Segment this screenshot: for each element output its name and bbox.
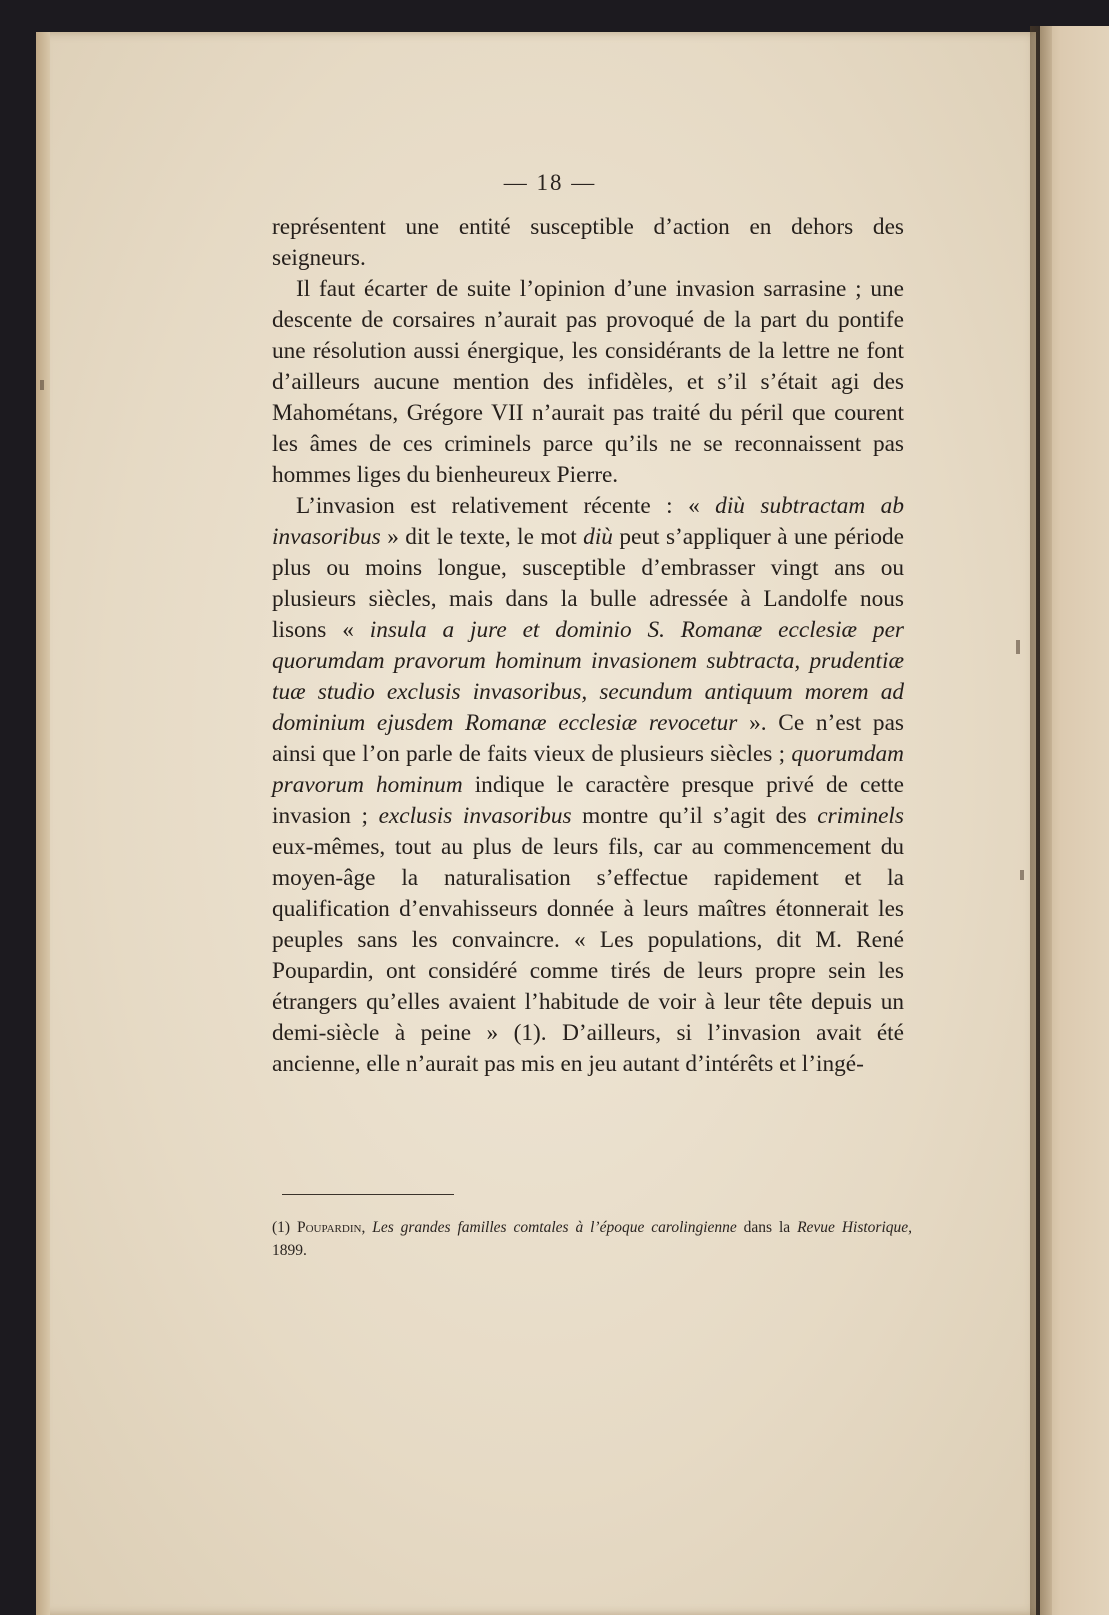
text-run: eux-mêmes, tout au plus de leurs fils, car au commencement du moyen-âge la naturalisation s’effectue rapidement et la qualification d’envahisseurs donnée à leurs maîtres étonnerait les peuples sans les convaincre. « Les populations, dit M. René Poupardin, ont considéré comme tirés de leurs propre sein les étrangers qu’elles avaient l’habitude de voir à leur tête depuis un demi-siècle à peine » (1). D’ailleurs, si l’invasion avait été ancienne, elle n’aurait pas mis en jeu autant d’intérêts et l’ingé- bbox=[272, 834, 904, 1077]
emphasis-word: criminels bbox=[817, 803, 904, 829]
paragraph: Il faut écarter de suite l’opinion d’une invasion sarrasine ; une descente de corsaires n’aurait pas provoqué de la part du pontife une résolution aussi énergique, les considérants de la lettre ne font d’ailleurs aucune mention des infidèles, et s’il s’était agi des Mahométans, Grégore VII n’aurait pas traité du péril que courent les âmes de ces criminels parce qu’ils ne se reconnaissent pas hommes liges du bienheureux Pierre. bbox=[272, 276, 904, 488]
footnote-number: (1) bbox=[272, 1219, 297, 1236]
page-binding-edge bbox=[36, 32, 50, 1615]
page-number: — 18 — bbox=[503, 170, 597, 195]
footnote-journal: Revue Historique, bbox=[797, 1219, 912, 1236]
latin-quote: insula a jure et dominio S. Romanæ ecclesiæ per quorumdam pravorum hominum invasionem subtracta, prudentiæ tuæ studio exclusis invasoribus, secundum antiquum morem ad dominium ejusdem Romanæ ecclesiæ revocetur bbox=[272, 617, 904, 736]
margin-mark bbox=[1016, 640, 1020, 654]
latin-quote: exclusis invasoribus bbox=[378, 803, 572, 829]
margin-mark bbox=[40, 380, 44, 390]
body-text bbox=[272, 212, 904, 1080]
text-run: dans la bbox=[736, 1219, 798, 1236]
paragraph bbox=[272, 491, 904, 1080]
latin-quote: quorumdam pravorum hominum bbox=[272, 741, 904, 798]
latin-word: diù bbox=[583, 524, 613, 550]
paragraph: représentent une entité susceptible d’action en dehors des seigneurs. bbox=[272, 214, 904, 271]
footnote-year: 1899. bbox=[272, 1242, 307, 1259]
footnote bbox=[272, 1216, 912, 1262]
latin-quote: diù subtractam ab invasoribus bbox=[272, 493, 904, 550]
footnote-rule bbox=[282, 1194, 454, 1195]
footnote-author: Poupardin bbox=[296, 1219, 362, 1236]
margin-mark bbox=[1020, 870, 1024, 880]
text-run: » dit le texte, le mot bbox=[380, 524, 584, 550]
text-run: indique le caractère presque privé de cette invasion ; bbox=[272, 772, 904, 829]
footnote-title: Les grandes familles comtales à l’époque carolingienne bbox=[372, 1219, 737, 1236]
text-run: peut s’appliquer à une période plus ou moins longue, susceptible d’embrasser vingt ans ou plusieurs siècles, mais dans la bulle adressée à Landolfe nous lisons « bbox=[272, 524, 904, 643]
text-run: L’invasion est relativement récente : « bbox=[296, 493, 716, 519]
gutter-shadow bbox=[1030, 26, 1052, 1615]
text-run: montre qu’il s’agit des bbox=[571, 803, 818, 829]
text-run: , bbox=[361, 1219, 373, 1236]
text-run: ». Ce n’est pas ainsi que l’on parle de faits vieux de plusieurs siècles ; bbox=[272, 710, 904, 767]
